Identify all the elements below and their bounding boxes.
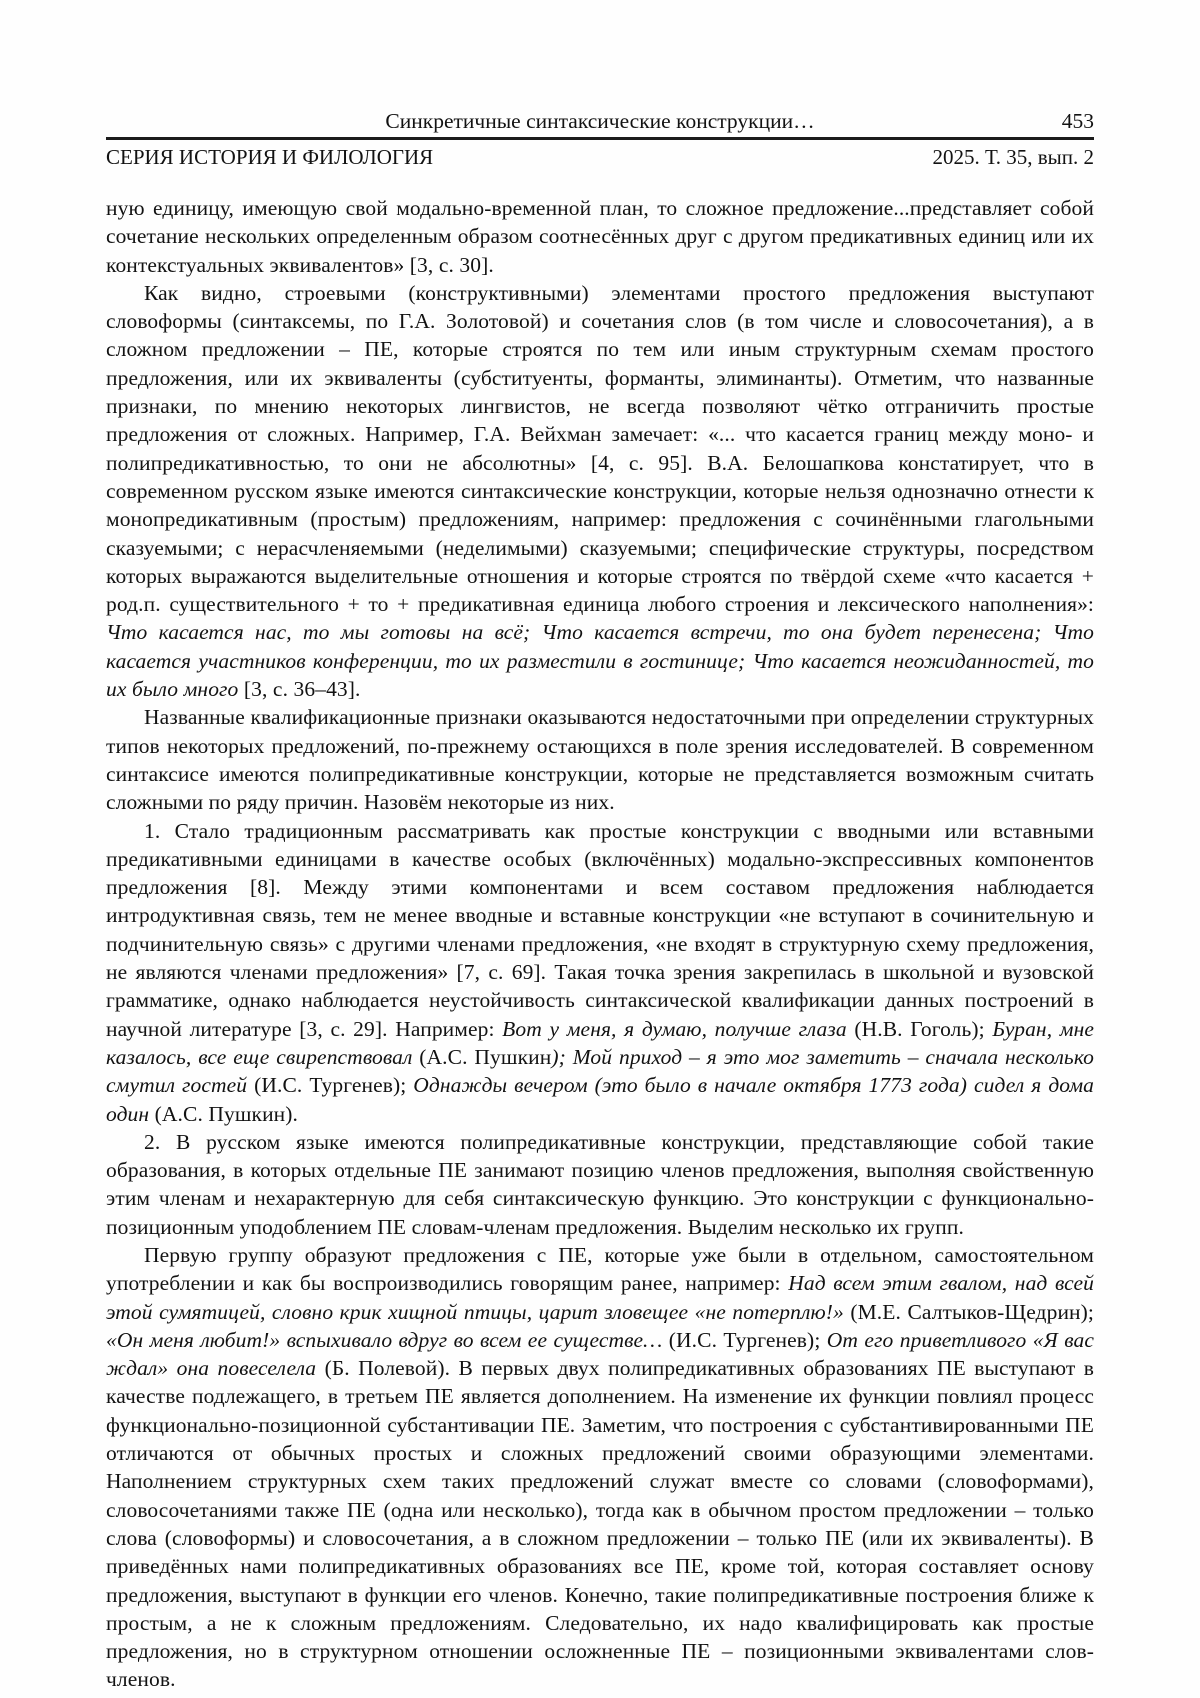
paragraph (106, 703, 1094, 816)
body-text: (Б. Полевой). В первых двух полипредикативных образованиях ПЕ выступают в качестве подлежащего, в третьем ПЕ является дополнением. На изменение их функции повлиял процесс функционально-позиционной субстантивации ПЕ. Заметим, что построения с субстантивированными ПЕ отличаются от обычных простых и сложных предложений своими образующими элементами. Наполнением структурных схем таких предложений служат вместе со словами (словоформами), словосочетаниями также ПЕ (одна или несколько), тогда как в обычном простом предложении – только слова (словоформы) и словосочетания, а в сложном предложении – только ПЕ (или их эквиваленты). В приведённых нами полипредикативных образованиях все ПЕ, кроме той, которая составляет основу предложения, выступают в функции его членов. Конечно, такие полипредикативные построения ближе к простым, а не к сложным предложениям. Следовательно, их надо квалифицировать как простые предложения, но в структурном отношении осложненные ПЕ – позиционными эквивалентами слов-членов. (106, 1356, 1094, 1692)
example-text-italic: Что касается нас, то мы готовы на всё; Что касается встречи, то она будет перенесена; Что касается участников конференции, то их разместили в гостинице; Что касается неожиданностей, то их было много (106, 620, 1094, 702)
body-text: ную единицу, имеющую свой модально-временной план, то сложное предложение...представляет собой сочетание нескольких определенным образом соотнесённых друг с другом предикативных единиц или их контекстуальных эквивалентов» [3, с. 30]. (106, 196, 1094, 277)
body-text: Как видно, строевыми (конструктивными) элементами простого предложения выступают словоформы (синтаксемы, по Г.А. Золотовой) и сочетания слов (в том числе и словосочетания), а в сложном предложении – ПЕ, которые строятся по тем или иным структурным схемам простого предложения, или их эквиваленты (субституенты, форманты, элиминанты). Отметим, что названные признаки, по мнению некоторых лингвистов, не всегда позволяют чётко отграничить простые предложения от сложных. Например, Г.А. Вейхман замечает: «... что касается границ между моно- и полипредикативностью, то они не абсолютны» [4, с. 95]. В.А. Белошапкова констатирует, что в современном русском языке имеются синтаксические конструкции, которые нельзя однозначно отнести к монопредикативным (простым) предложениям, например: предложения с сочинёнными глагольными сказуемыми; с нерасчленяемыми (неделимыми) сказуемыми; специфические структуры, посредством которых выражаются выделительные отношения и которые строятся по твёрдой схеме «что касается + род.п. существительного + то + предикативная единица любого строения и лексического наполнения»: (106, 280, 1094, 617)
body-text: 2. В русском языке имеются полипредикативные конструкции, представляющие собой такие образования, в которых отдельные ПЕ занимают позицию членов предложения, выполняя свойственную этим членам и нехарактерную для себя синтаксическую функцию. Это конструкции с функционально-позиционным уподоблением ПЕ словам-членам предложения. Выделим несколько их групп. (106, 1129, 1094, 1239)
paragraph (106, 279, 1094, 703)
article-body (106, 194, 1094, 1694)
example-text-italic: От его приветливого «Я вас ждал» она повеселела (106, 1327, 1095, 1381)
running-head-row-2 (106, 140, 1094, 170)
example-text-italic: Буран, мне казалось, все еще свирепствовал (106, 1016, 1095, 1069)
paragraph (106, 817, 1094, 1128)
running-head-row-1 (106, 108, 1094, 140)
example-text-italic: ); Мой приход – я это мог заметить – сначала несколько смутил гостей (106, 1044, 1095, 1098)
running-title: Синкретичные синтаксические конструкции… (385, 109, 815, 133)
page-content (106, 0, 1094, 1694)
paragraph (106, 194, 1094, 279)
body-text: (Н.В. Гоголь); (854, 1016, 993, 1041)
running-head (106, 0, 1094, 170)
example-text-italic: Вот у меня, я думаю, получше глаза (502, 1016, 855, 1041)
paragraph (106, 1241, 1094, 1694)
body-text: (И.С. Тургенев); (668, 1327, 827, 1352)
volume-info: 2025. Т. 35, вып. 2 (932, 145, 1094, 169)
body-text: (М.Е. Салтыков-Щедрин); (850, 1299, 1094, 1324)
body-text: (А.С. Пушкин). (154, 1101, 299, 1126)
body-text: 1. Стало традиционным рассматривать как простые конструкции с вводными или вставными предикативными единицами в качестве особых (включённых) модально-экспрессивных компонентов предложения [8]. Между этими компонентами и всем составом предложения наблюдается интродуктивная связь, тем не менее вводные и вставные конструкции «не вступают в сочинительную и подчинительную связь» с другими членами предложения, «не входят в структурную схему предложения, не являются членами предложения» [7, с. 69]. Такая точка зрения закрепилась в школьной и вузовской грамматике, однако наблюдается неустойчивость синтаксической квалификации данных построений в научной литературе [3, с. 29]. Например: (106, 818, 1094, 1041)
series-title: СЕРИЯ ИСТОРИЯ И ФИЛОЛОГИЯ (106, 145, 434, 169)
body-text: (И.С. Тургенев); (254, 1073, 414, 1098)
example-text-italic: «Он меня любит!» вспыхивало вдруг во всем ее существе… (106, 1327, 669, 1352)
page-number: 453 (1061, 109, 1094, 133)
body-text: Названные квалификационные признаки оказываются недостаточными при определении структурных типов некоторых предложений, по-прежнему остающихся в поле зрения исследователей. В современном синтаксисе имеются полипредикативные конструкции, которые не представляется возможным считать сложными по ряду причин. Назовём некоторые из них. (106, 705, 1094, 815)
example-text-italic: Над всем этим гвалом, над всей этой сумятицей, словно крик хищной птицы, царит зловещее «не потерплю!» (106, 1271, 1095, 1324)
paragraph (106, 1128, 1094, 1241)
body-text: Первую группу образуют предложения с ПЕ, которые уже были в отдельном, самостоятельном употреблении и как бы воспроизводились говорящим ранее, например: (106, 1242, 1094, 1296)
example-text-italic: Однажды вечером (это было в начале октября 1773 года) сидел я дома один (106, 1073, 1095, 1126)
body-text: [3, с. 36–43]. (238, 677, 361, 702)
body-text: (А.С. Пушкин (419, 1044, 552, 1069)
